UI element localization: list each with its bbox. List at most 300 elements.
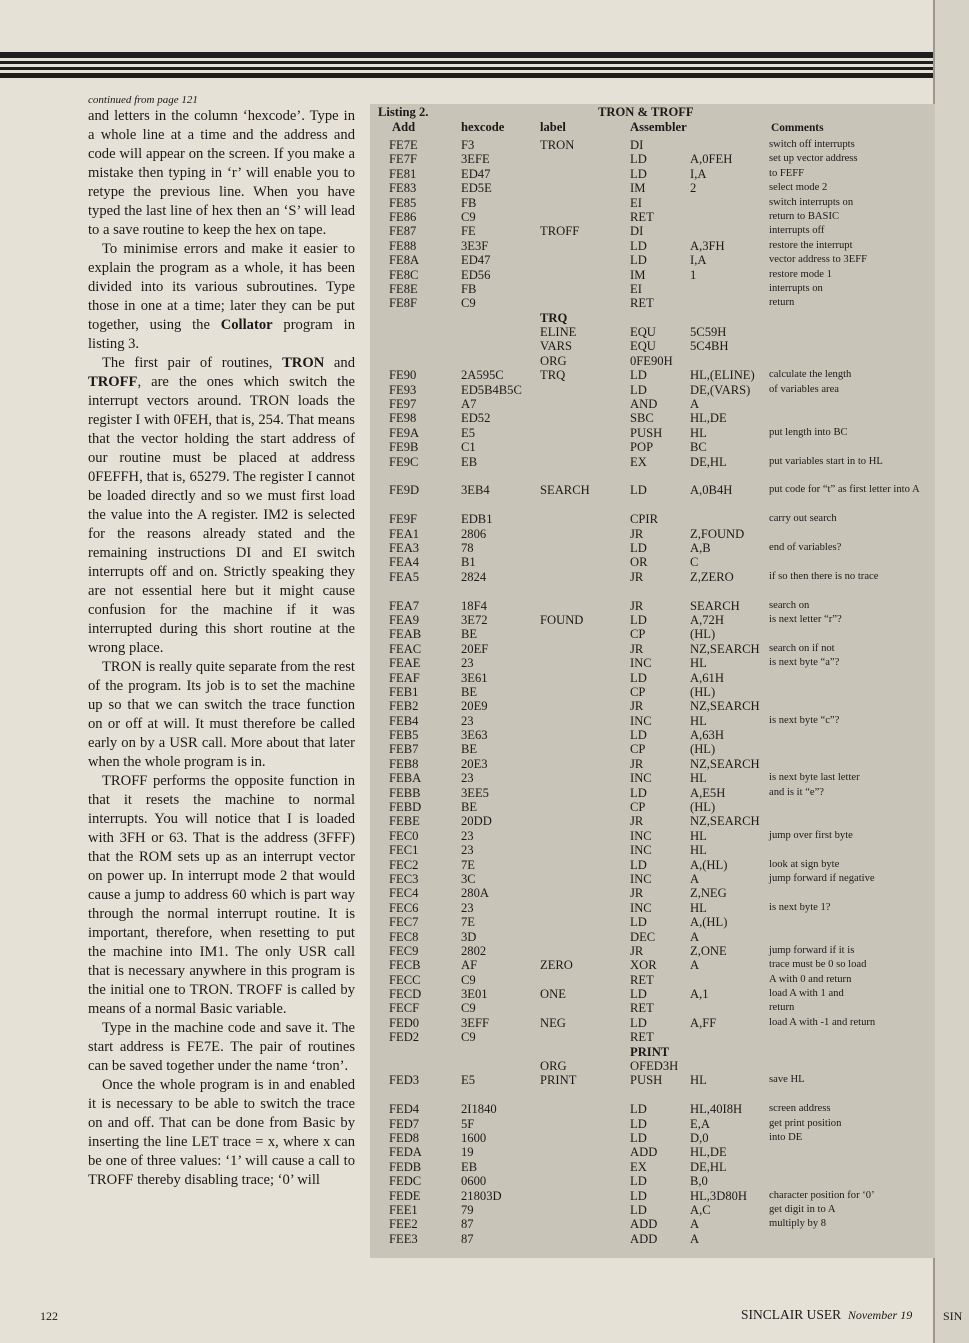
- row-hexcode: BE: [461, 742, 478, 757]
- row-hexcode: 23: [461, 656, 474, 671]
- header-rule-1: [0, 52, 935, 58]
- row-comment: restore the interrupt: [769, 239, 853, 251]
- listing-row: [370, 1203, 935, 1217]
- listing-row: [370, 1016, 935, 1030]
- row-opcode: LD: [630, 483, 647, 498]
- row-hexcode: F3: [461, 138, 475, 152]
- paragraph: and letters in the column ‘hexcode’. Type in a whole line at a time and the address and code will appear on the screen. If you make a mistake then typing in ‘r’ will enable you to retype the previous line. When you have typed the last line of hex then an ‘S’ will lead to a save routine to keep the hex on tape.: [88, 108, 355, 238]
- listing-row: [370, 138, 935, 152]
- listing-row: [370, 383, 935, 397]
- row-hexcode: C9: [461, 209, 476, 224]
- row-operand: 5C59H: [690, 325, 727, 340]
- row-opcode: PRINT: [630, 1044, 670, 1059]
- row-hexcode: 23: [461, 771, 474, 786]
- row-operand: A,63H: [690, 728, 724, 743]
- listing-row: [370, 1131, 935, 1145]
- row-address: FE90: [389, 368, 417, 383]
- row-address: FE83: [389, 181, 417, 196]
- row-hexcode: 3EFE: [461, 152, 490, 167]
- row-label: TRQ: [540, 310, 568, 325]
- row-operand: HL: [690, 425, 707, 440]
- row-operand: A,(HL): [690, 915, 728, 930]
- row-opcode: JR: [630, 699, 644, 714]
- col-assembler: Assembler: [630, 120, 687, 134]
- row-address: FE8C: [389, 267, 419, 282]
- row-comment: search on: [769, 599, 810, 611]
- row-opcode: EQU: [630, 339, 656, 354]
- row-operand: A,1: [690, 987, 709, 1002]
- listing-row: [370, 958, 935, 972]
- row-opcode: JR: [630, 756, 644, 771]
- article-body: [88, 94, 355, 1190]
- row-hexcode: 5F: [461, 1116, 475, 1131]
- row-hexcode: BE: [461, 800, 478, 815]
- row-opcode: OFED3H: [630, 1059, 679, 1074]
- row-hexcode: 3E3F: [461, 238, 489, 253]
- row-opcode: LD: [630, 166, 647, 181]
- row-opcode: LD: [630, 1131, 647, 1146]
- listing-row: [370, 527, 935, 541]
- row-operand: A,(HL): [690, 857, 728, 872]
- row-operand: SEARCH: [690, 598, 740, 613]
- row-hexcode: BE: [461, 627, 478, 642]
- row-hexcode: EB: [461, 454, 478, 469]
- row-address: FEBE: [389, 814, 420, 829]
- row-comment: set up vector address: [769, 153, 858, 165]
- row-comment: put length into BC: [769, 426, 848, 438]
- row-label: TRQ: [540, 368, 566, 383]
- row-address: FEB2: [389, 699, 419, 714]
- row-address: FECC: [389, 972, 421, 987]
- listing-row: [370, 253, 935, 267]
- header-rule-3: [0, 67, 935, 70]
- row-operand: A,C: [690, 1202, 711, 1217]
- row-operand: A: [690, 958, 700, 973]
- row-operand: HL: [690, 656, 707, 671]
- row-comment: switch interrupts on: [769, 196, 854, 208]
- row-operand: A: [690, 1217, 700, 1232]
- row-address: FE87: [389, 224, 417, 239]
- col-add: Add: [392, 120, 416, 134]
- listing-row: [370, 742, 935, 756]
- row-comment: screen address: [769, 1103, 831, 1115]
- row-address: FE7F: [389, 152, 417, 167]
- row-address: FEC4: [389, 886, 419, 901]
- row-hexcode: 20E9: [461, 699, 488, 714]
- listing-header: [370, 104, 935, 136]
- row-opcode: ADD: [630, 1217, 658, 1232]
- row-address: FEAF: [389, 670, 420, 685]
- listing-row: [370, 814, 935, 828]
- row-hexcode: FE: [461, 224, 476, 239]
- listing-row: [370, 987, 935, 1001]
- row-opcode: LD: [630, 1202, 647, 1217]
- row-comment: look at sign byte: [769, 858, 840, 870]
- row-hexcode: 87: [461, 1217, 474, 1232]
- row-address: FEA9: [389, 612, 420, 627]
- row-address: FE7E: [389, 138, 418, 152]
- row-opcode: LD: [630, 915, 647, 930]
- row-opcode: AND: [630, 397, 658, 412]
- listing-row: [370, 239, 935, 253]
- row-address: FEC3: [389, 871, 419, 886]
- row-opcode: CP: [630, 742, 646, 757]
- row-hexcode: ED5E: [461, 181, 492, 196]
- row-opcode: JR: [630, 641, 644, 656]
- row-hexcode: 23: [461, 713, 474, 728]
- listing-row: [370, 1030, 935, 1044]
- row-hexcode: 19: [461, 1145, 474, 1160]
- row-address: FECB: [389, 958, 421, 973]
- row-operand: A,0FEH: [690, 152, 733, 167]
- row-comment: jump over first byte: [769, 829, 853, 841]
- row-address: FEAC: [389, 641, 422, 656]
- row-opcode: DI: [630, 138, 644, 152]
- row-comment: interrupts on: [769, 282, 823, 294]
- listing-row: [370, 555, 935, 569]
- listing-row: [370, 1045, 935, 1059]
- row-hexcode: 280A: [461, 886, 489, 901]
- paragraph: Once the whole program is in and enabled it is necessary to be able to switch the trace on and off. That can be done from Basic by inserting the line LET trace = x, where x can be one of three values: ‘1’ will cause a call to TROFF thereby disabling trace; ‘0’ will: [88, 1077, 355, 1188]
- row-hexcode: B1: [461, 555, 476, 570]
- row-address: FE86: [389, 209, 417, 224]
- row-hexcode: 3C: [461, 871, 476, 886]
- row-operand: Z,ONE: [690, 943, 727, 958]
- row-address: FE93: [389, 382, 417, 397]
- listing-row: [370, 685, 935, 699]
- row-address: FEC6: [389, 900, 419, 915]
- row-address: FEBD: [389, 800, 422, 815]
- row-opcode: LD: [630, 987, 647, 1002]
- row-opcode: LD: [630, 612, 647, 627]
- row-address: FEC2: [389, 857, 419, 872]
- row-hexcode: C9: [461, 1030, 476, 1045]
- listing-row: [370, 829, 935, 843]
- row-operand: I,A: [690, 253, 707, 268]
- row-label: TRON: [540, 138, 575, 152]
- listing-row: [370, 167, 935, 181]
- row-opcode: RET: [630, 296, 654, 311]
- row-address: FE8A: [389, 253, 420, 268]
- row-comment: A with 0 and return: [769, 973, 852, 985]
- row-address: FED4: [389, 1102, 420, 1117]
- row-address: FE81: [389, 166, 417, 181]
- row-hexcode: A7: [461, 397, 477, 412]
- next-page-footer: SIN: [943, 1309, 963, 1323]
- row-opcode: LD: [630, 1116, 647, 1131]
- row-label: ORG: [540, 353, 567, 368]
- row-operand: BC: [690, 440, 707, 455]
- listing-row: [370, 886, 935, 900]
- row-comment: into DE: [769, 1132, 803, 1144]
- row-hexcode: 3E63: [461, 728, 488, 743]
- row-operand: NZ,SEARCH: [690, 756, 760, 771]
- row-comment: is next byte last letter: [769, 772, 860, 784]
- row-address: FEE1: [389, 1202, 418, 1217]
- listing-row: [370, 224, 935, 238]
- listing-label: Listing 2.: [378, 105, 429, 119]
- row-address: FED0: [389, 1015, 420, 1030]
- row-hexcode: 87: [461, 1231, 474, 1246]
- row-opcode: JR: [630, 886, 644, 901]
- row-label: ZERO: [540, 958, 573, 973]
- listing-row: [370, 282, 935, 296]
- row-hexcode: BE: [461, 684, 478, 699]
- listing-row: [370, 196, 935, 210]
- row-opcode: INC: [630, 656, 652, 671]
- row-operand: 1: [690, 267, 697, 282]
- row-comment: is next byte “c”?: [769, 714, 840, 726]
- row-comment: search on if not: [769, 642, 835, 654]
- row-comment: jump forward if it is: [769, 944, 855, 956]
- row-address: FEB5: [389, 728, 419, 743]
- row-opcode: EX: [630, 1159, 647, 1174]
- row-opcode: PUSH: [630, 1073, 663, 1088]
- row-operand: (HL): [690, 627, 716, 642]
- listing-row: [370, 1059, 935, 1073]
- row-operand: A,FF: [690, 1015, 717, 1030]
- listing-row: [370, 599, 935, 613]
- row-comment: is next letter “r”?: [769, 613, 842, 625]
- row-operand: (HL): [690, 800, 716, 815]
- row-opcode: INC: [630, 843, 652, 858]
- row-operand: D,0: [690, 1131, 709, 1146]
- listing-row: [370, 757, 935, 771]
- row-hexcode: EDB1: [461, 512, 493, 527]
- row-operand: DE,HL: [690, 1159, 727, 1174]
- row-operand: HL,DE: [690, 1145, 727, 1160]
- row-opcode: EI: [630, 281, 642, 296]
- row-operand: DE,(VARS): [690, 382, 751, 397]
- row-opcode: LD: [630, 238, 647, 253]
- listing-row: [370, 613, 935, 627]
- row-label: PRINT: [540, 1073, 577, 1088]
- row-address: FEC8: [389, 929, 419, 944]
- row-label: NEG: [540, 1015, 566, 1030]
- row-comment: put code for “t” as first letter into A: [769, 484, 920, 496]
- row-operand: Z,NEG: [690, 886, 727, 901]
- row-comment: switch off interrupts: [769, 139, 855, 150]
- row-address: FEA1: [389, 526, 420, 541]
- row-opcode: ADD: [630, 1231, 658, 1246]
- row-hexcode: 23: [461, 828, 474, 843]
- row-hexcode: 21803D: [461, 1188, 502, 1203]
- row-comment: and is it “e”?: [769, 786, 825, 798]
- row-operand: B,0: [690, 1174, 708, 1189]
- row-address: FED2: [389, 1030, 420, 1045]
- row-label: VARS: [540, 339, 572, 354]
- listing-row: [370, 296, 935, 310]
- row-opcode: OR: [630, 555, 648, 570]
- listing-row: [370, 1174, 935, 1188]
- row-address: FE9B: [389, 440, 419, 455]
- paragraph: TRON is really quite separate from the rest of the program. Its job is to set the machine up so that we can switch the trace function on or off at will. It must therefore be called early on by a USR call. More about that later when the whole program is in.: [88, 659, 355, 770]
- row-label: SEARCH: [540, 483, 590, 498]
- listing-row: [370, 455, 935, 484]
- row-hexcode: ED47: [461, 166, 491, 181]
- row-comment: load A with -1 and return: [769, 1016, 876, 1028]
- listing-row: [370, 771, 935, 785]
- row-operand: (HL): [690, 684, 716, 699]
- row-hexcode: E5: [461, 1073, 475, 1088]
- row-hexcode: 20EF: [461, 641, 489, 656]
- row-address: FEC9: [389, 943, 419, 958]
- row-operand: A,72H: [690, 612, 724, 627]
- listing-row: [370, 944, 935, 958]
- listing-rows: [370, 138, 935, 1246]
- listing-row: [370, 1189, 935, 1203]
- header-rule-4: [0, 73, 935, 78]
- listing-row: [370, 872, 935, 886]
- row-operand: A,3FH: [690, 238, 725, 253]
- header-rule-2: [0, 61, 935, 64]
- listing-row: [370, 368, 935, 382]
- row-opcode: LD: [630, 1174, 647, 1189]
- row-operand: NZ,SEARCH: [690, 814, 760, 829]
- row-opcode: 0FE90H: [630, 353, 673, 368]
- listing-row: [370, 440, 935, 454]
- listing-row: [370, 570, 935, 599]
- listing-row: [370, 268, 935, 282]
- row-hexcode: 7E: [461, 915, 475, 930]
- row-address: FE88: [389, 238, 417, 253]
- row-opcode: DEC: [630, 929, 656, 944]
- listing-row: [370, 339, 935, 353]
- row-hexcode: C9: [461, 1001, 476, 1016]
- row-label: ORG: [540, 1059, 567, 1074]
- row-hexcode: 2A595C: [461, 368, 504, 383]
- row-hexcode: C9: [461, 296, 476, 311]
- row-opcode: JR: [630, 598, 644, 613]
- row-comment: select mode 2: [769, 182, 828, 194]
- row-comment: is next byte 1?: [769, 901, 831, 913]
- row-opcode: ADD: [630, 1145, 658, 1160]
- row-hexcode: 3E01: [461, 987, 488, 1002]
- row-comment: restore mode 1: [769, 268, 832, 280]
- row-address: FEA4: [389, 555, 420, 570]
- col-hexcode: hexcode: [461, 120, 505, 134]
- paragraph: TROFF performs the opposite function in that it resets the machine to normal interrupts. You will notice that I is loaded with 3FH or 63. That is the address (3FFF) that the ROM sets up as an interrupt vector on power up. In interrupt mode 2 that would cause a jump to address 60 which is part way through the normal interrupt routine. It is important, therefore, when resetting to put the machine into IM1. The only USR call that is necessary anywhere in this program is the initial one to TRON. TROFF is called by means of a normal Basic variable.: [88, 773, 355, 1017]
- row-opcode: LD: [630, 857, 647, 872]
- row-comment: trace must be 0 so load: [769, 959, 867, 971]
- listing-row: [370, 181, 935, 195]
- listing-row: [370, 843, 935, 857]
- listing-title: TRON & TROFF: [598, 105, 694, 119]
- row-opcode: IM: [630, 267, 646, 282]
- row-address: FE97: [389, 397, 417, 412]
- row-hexcode: 78: [461, 540, 474, 555]
- row-opcode: CP: [630, 800, 646, 815]
- row-operand: A,B: [690, 540, 711, 555]
- row-address: FEDC: [389, 1174, 422, 1189]
- row-comment: load A with 1 and: [769, 988, 844, 1000]
- row-operand: A: [690, 929, 700, 944]
- code-listing: [370, 104, 935, 1258]
- listing-row: [370, 901, 935, 915]
- row-operand: I,A: [690, 166, 707, 181]
- row-address: FEC7: [389, 915, 419, 930]
- row-address: FE9D: [389, 483, 420, 498]
- row-hexcode: C1: [461, 440, 476, 455]
- row-address: FE9A: [389, 425, 420, 440]
- row-label: FOUND: [540, 612, 584, 627]
- row-comment: return: [769, 297, 795, 309]
- row-comment: to FEFF: [769, 167, 805, 179]
- page-number: 122: [40, 1309, 58, 1323]
- listing-row: [370, 541, 935, 555]
- row-opcode: JR: [630, 569, 644, 584]
- row-opcode: LD: [630, 1188, 647, 1203]
- row-address: FECD: [389, 987, 422, 1002]
- row-comment: jump forward if negative: [769, 872, 875, 884]
- row-operand: A: [690, 871, 700, 886]
- row-opcode: RET: [630, 1030, 654, 1045]
- row-opcode: RET: [630, 972, 654, 987]
- listing-row: [370, 656, 935, 670]
- row-opcode: INC: [630, 900, 652, 915]
- row-opcode: EI: [630, 195, 642, 210]
- row-operand: A,E5H: [690, 785, 726, 800]
- row-comment: return to BASIC: [769, 210, 840, 222]
- row-hexcode: 2802: [461, 943, 487, 958]
- row-hexcode: 2824: [461, 569, 487, 584]
- row-operand: E,A: [690, 1116, 710, 1131]
- row-address: FEBB: [389, 785, 421, 800]
- row-label: ONE: [540, 987, 566, 1002]
- row-operand: 2: [690, 181, 697, 196]
- row-opcode: INC: [630, 871, 652, 886]
- row-address: FEC1: [389, 843, 419, 858]
- row-operand: DE,HL: [690, 454, 727, 469]
- row-operand: HL,DE: [690, 411, 727, 426]
- row-hexcode: ED56: [461, 267, 491, 282]
- row-comment: multiply by 8: [769, 1218, 827, 1230]
- listing-row: [370, 800, 935, 814]
- row-hexcode: 3EE5: [461, 785, 489, 800]
- magazine-footer: SINCLAIR USER November 19: [741, 1307, 913, 1322]
- row-opcode: LD: [630, 368, 647, 383]
- row-comment: calculate the length: [769, 369, 852, 381]
- row-opcode: EQU: [630, 325, 656, 340]
- row-opcode: LD: [630, 152, 647, 167]
- listing-row: [370, 671, 935, 685]
- paragraph: To minimise errors and make it easier to explain the program as a whole, it has been divided into its various subroutines. Type those in one at a time; later they can be put together, using the Collator program in listing 3.: [88, 241, 355, 352]
- row-opcode: LD: [630, 728, 647, 743]
- row-opcode: INC: [630, 828, 652, 843]
- row-operand: HL: [690, 771, 707, 786]
- row-hexcode: 3E72: [461, 612, 488, 627]
- row-address: FEB7: [389, 742, 419, 757]
- row-operand: HL,3D80H: [690, 1188, 748, 1203]
- row-address: FE8E: [389, 281, 418, 296]
- row-comment: put variables start in to HL: [769, 455, 883, 467]
- row-opcode: LD: [630, 785, 647, 800]
- col-label: label: [540, 120, 566, 134]
- row-hexcode: 7E: [461, 857, 475, 872]
- row-address: FEDA: [389, 1145, 422, 1160]
- row-address: FECF: [389, 1001, 420, 1016]
- row-operand: NZ,SEARCH: [690, 641, 760, 656]
- row-opcode: RET: [630, 1001, 654, 1016]
- row-comment: save HL: [769, 1074, 805, 1086]
- row-address: FEDE: [389, 1188, 421, 1203]
- row-hexcode: ED47: [461, 253, 491, 268]
- row-opcode: LD: [630, 382, 647, 397]
- listing-row: [370, 915, 935, 929]
- row-operand: HL: [690, 900, 707, 915]
- listing-row: [370, 699, 935, 713]
- paragraph: Type in the machine code and save it. The start address is FE7E. The pair of routines can be saved together under the name ‘tron’.: [88, 1020, 355, 1074]
